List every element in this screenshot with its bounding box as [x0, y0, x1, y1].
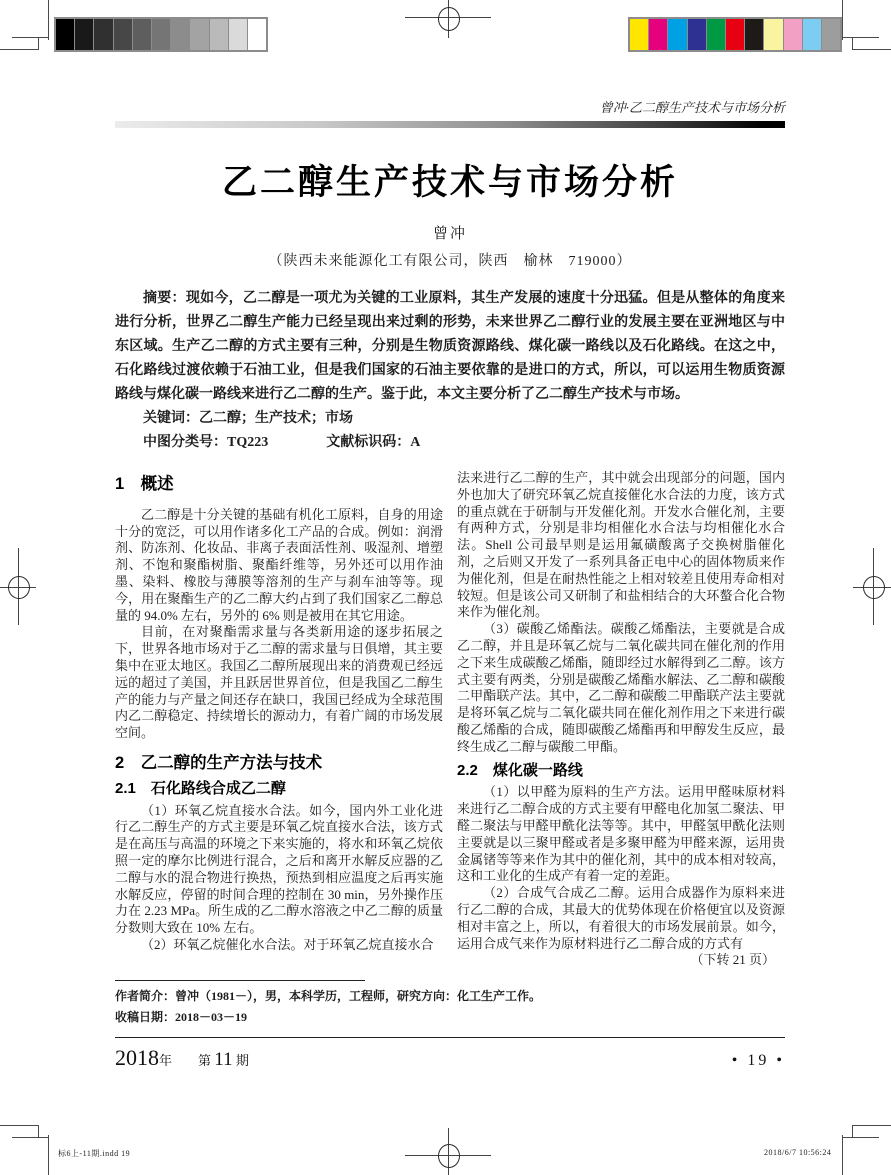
imposition-timestamp: 2018/6/7 10:56:24 — [764, 1148, 832, 1157]
abstract-label: 摘要： — [143, 291, 186, 306]
running-head: 曾冲·乙二醇生产技术与市场分析 — [599, 100, 785, 115]
left-column — [115, 470, 443, 969]
section-1-heading: 1 概述 — [115, 475, 174, 493]
issue-prefix: 第 — [198, 1053, 212, 1069]
footer-row — [115, 1045, 785, 1071]
section-2-1-paragraph-2-start: （2）环氧乙烷催化水合法。对于环氧乙烷直接水合 — [141, 936, 434, 952]
author-bio-line: 作者简介：曾冲（1981－），男，本科学历，工程师，研究方向：化工生产工作。 — [115, 989, 542, 1004]
calibration-swatch — [94, 19, 113, 50]
imposition-file-label: 标6上-11期.indd 19 — [58, 1149, 131, 1158]
issue-info — [115, 1045, 249, 1071]
header-rule — [115, 121, 785, 128]
section-1-paragraph-1: 乙二醇是十分关键的基础有机化工原料，自身的用途十分的宽泛，可以用作诸多化工产品的合成。例如：润滑剂、防冻剂、化妆品、非离子表面活性剂、吸湿剂、增塑剂、不饱和聚酯树脂、聚酯纤维等，另外还可以用作油墨、染料、橡胶与薄膜等溶剂的生产与刹车油等等。现今，用在聚酯生产的乙二醇大约占到了我们国家乙二醇总量的 94.0% 左右，另外的 6% 则是被用在其它用途。 — [115, 506, 443, 623]
issue-number: 11 — [214, 1049, 233, 1071]
section-2-1-paragraph-3: （3）碳酸乙烯酯法。碳酸乙烯酯法，主要就是合成乙二醇，并且是环氧乙烷与二氧化碳共同在催化剂的作用之下来生成碳酸乙烯酯，随即经过水解得到乙二醇。该方式主要有两类，分别是碳酸乙烯酯水解法、乙二醇和碳酸二甲酯联产法。其中，乙二醇和碳酸二甲酯联产法主要就是将环氧乙烷与二氧化碳共同在催化剂作用之下来进行碳酸乙烯酯的合成，随即碳酸乙烯酯再和甲醇发生反应，最终生成乙二醇与碳酸二甲酯。 — [457, 621, 785, 754]
abstract-block — [115, 287, 785, 455]
keywords-label: 关键词： — [143, 411, 199, 426]
calibration-swatch — [822, 19, 840, 50]
calibration-swatch — [803, 19, 822, 50]
article-title: 乙二醇生产技术与市场分析 — [221, 163, 678, 202]
registration-mark-left — [0, 548, 36, 625]
calibration-swatch — [75, 19, 94, 50]
received-date-line: 收稿日期：2018－03－19 — [115, 1010, 248, 1025]
clc-value: TQ223 — [227, 435, 269, 450]
keywords-line — [115, 407, 785, 431]
calibration-swatch — [784, 19, 803, 50]
doc-code-label: 文献标识码： — [326, 435, 411, 450]
issue-year-unit: 年 — [159, 1053, 173, 1069]
section-2-2-paragraph-1: （1）以甲醛为原料的生产方法。运用甲醛味原材料来进行乙二醇合成的方式主要有甲醛电化加氢二聚法、甲醛二聚法与甲醛甲酰化法等等。其中，甲醛氢甲酰化法则主要就是以三聚甲醛或者是多聚甲醛为甲醛来源，运用贵金属锗等等来作为其中的催化剂，其中的成本相对较高，这和工业化的生成产有着一定的差距。 — [457, 784, 785, 884]
footer-rule — [115, 1037, 785, 1038]
right-column — [457, 470, 785, 969]
page-content — [115, 0, 785, 1071]
keywords-text: 乙二醇；生产技术；市场 — [199, 411, 353, 426]
section-2-1-paragraph-2-continued: 法来进行乙二醇的生产，其中就会出现部分的问题，国内外也加大了研究环氧乙烷直接催化水合法的力度，该方式的重点就在于研制与开发催化剂。开发水合催化剂，主要有两种方式，分别是非均相催化水合法与均相催化水合法。Shell 公司最早则是运用氟磺酸离子交换树脂催化剂，之后则又开发了一系列具备正电中心的固体物质来作为催化剂，但是在耐热性能之上相对较差且使用寿命相对较短。但是该公司又研制了和盐相结合的大环螯合化合物来作为催化剂。 — [457, 470, 785, 620]
issue-suffix: 期 — [235, 1053, 249, 1069]
issue-year: 2018 — [115, 1045, 159, 1071]
section-2-2-paragraph-2: （2）合成气合成乙二醇。运用合成器作为原料来进行乙二醇的合成，其最大的优势体现在价格便宜以及资源相对丰富之上，所以，有着很大的市场发展前景。如今，运用合成气来作为原材料进行乙二醇合成的方式有 — [457, 885, 785, 951]
author-name: 曾冲 — [432, 226, 467, 242]
section-2-heading: 2 乙二醇的生产方法与技术 — [115, 753, 323, 772]
registration-mark-right — [853, 548, 891, 625]
abstract-text: 现如今，乙二醇是一项尤为关键的工业原料，其生产发展的速度十分迅猛。但是从整体的角度来进行分析，世界乙二醇生产能力已经呈现出来过剩的形势，未来世界乙二醇行业的发展主要在亚洲地区与中东区域。生产乙二醇的方式主要有三种，分别是生物质资源路线、煤化碳一路线以及石化路线。在这之中，石化路线过渡依赖于石油工业，但是我们国家的石油主要依靠的是进口的方式，所以，可以运用生物质资源路线与煤化碳一路线来进行乙二醇的生产。鉴于此，本文主要分析了乙二醇生产技术与市场。 — [115, 291, 786, 402]
section-2-1-paragraph-1: （1）环氧乙烷直接水合法。如今，国内外工业化进行乙二醇生产的方式主要是环氧乙烷直接水合法，该方式是在高压与高温的环境之下来实施的，将水和环氧乙烷依照一定的摩尔比例进行混合，之后和离开水解反应器的乙二醇与水的混合物进行换热，预热到相应温度之后再实施水解反应，停留的时间合理的控制在 30 min，另外操作压力在 2.23 MPa。所生成的乙二醇水溶液之中乙二醇的质量分数则大致在 10% 左右。 — [115, 802, 443, 936]
clc-label: 中图分类号： — [143, 435, 227, 450]
registration-mark-bottom — [405, 1128, 491, 1175]
doc-code-value: A — [410, 435, 421, 450]
section-2-2-heading: 2.2 煤化碳一路线 — [457, 761, 583, 779]
continued-on-page-note: （下转 21 页） — [690, 952, 775, 968]
calibration-swatch — [56, 19, 75, 50]
section-1-paragraph-2: 目前，在对聚酯需求量与各类新用途的逐步拓展之下，世界各地市场对于乙二醇的需求量与日俱增，其主要集中在亚太地区。我国乙二醇所展现出来的消费观已经远远的超过了美国，并且跃居世界首位，但是我国乙二醇生产的能力与产量之间还存在缺口，我国已经成为全球范围内乙二醇稳定、持续增长的源动力，有着广阔的市场发展空间。 — [115, 624, 443, 741]
page-number: • 19 • — [731, 1052, 785, 1070]
abstract-paragraph — [115, 287, 785, 407]
two-column-body — [115, 470, 785, 969]
author-bio-rule — [115, 980, 365, 981]
author-affiliation: （陕西未来能源化工有限公司，陕西 榆林 719000） — [268, 254, 632, 269]
section-2-1-heading: 2.1 石化路线合成乙二醇 — [115, 779, 286, 797]
clc-line — [115, 431, 785, 455]
